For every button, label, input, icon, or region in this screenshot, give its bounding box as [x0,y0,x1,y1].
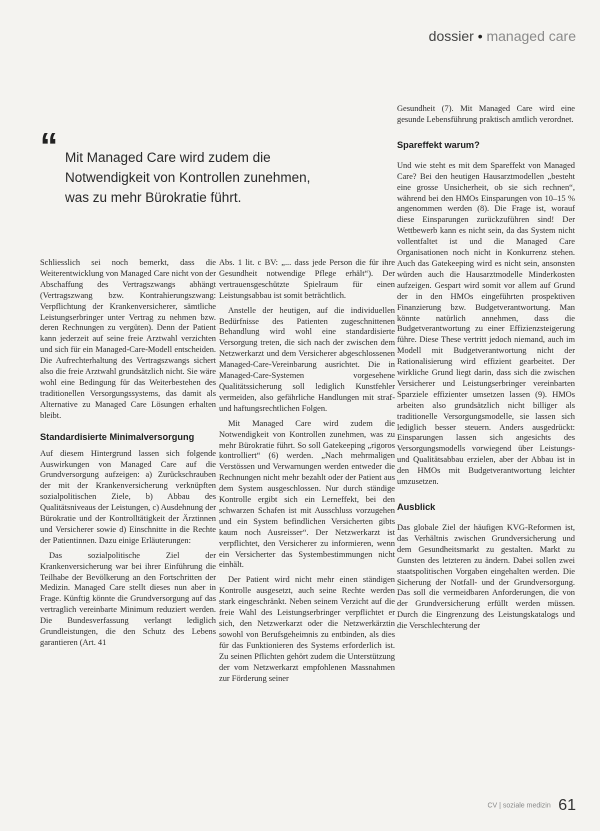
paragraph: Das globale Ziel der häufigen KVG-Reformen ist, das Verhältnis zwischen Grundversicherung und dem Gesundheitsmarkt zu gestalten. Markt zu Gunsten des letzteren zu ändern. Dabei sollen zwei staatspolitischen Vorgaben eingehalten werden. Die Sicherung der Notfall- und der Grundversorgung. Das soll die vermeidbaren Anforderungen, die von der Grundversicherung erfüllt werden müssen. Durch die Eingrenzung des Leistungskatalogs und die Verschlechterung der [397,523,575,631]
pull-quote [40,125,340,205]
paragraph: Der Patient wird nicht mehr einen ständigen Kontrolle ausgesetzt, auch seine Rechte werden stark eingeschränkt. Neben seinem Verzicht auf die freie Wahl des Leistungserbringer verpflichtet er sich, den Netzwerkarzt oder die Netzwerkärztin sowohl von Berufsgeheimnis zu entbinden, als dies für das Funktionieren des Systems erforderlich ist. Zu seinen Pflichten gehört zudem die Unterstützung der vom Netzwerkarzt empfohlenen Massnahmen zur Förderung seiner [219,575,395,683]
paragraph: Auf diesem Hintergrund lassen sich folgende Auswirkungen von Managed Care auf die Grundversorgung aufzeigen: a) Zurückschrauben der mit der Krankenversicherung verknüpften sozialpolitischen Ziele, b) Abbau des Qualitätsniveaus der Leistungen, c) Ausdehnung der Bürokratie und der Kontrolltätigkeit der Ärztinnen und Versicherer sowie d) Einschnitte in die Rechte der Patientinnen. Dazu einige Erläuterungen: [40,448,216,545]
paragraph: Schliesslich sei noch bemerkt, dass die Weiterentwicklung von Managed Care nicht von der Abschaffung des Vertragszwangs abhängt (Vertragszwang bzw. Kontrahierungszwang: Verpflichtung der Krankenversicherer, sämtliche Leistungserbringer unter Vertrag zu nehmen bzw. deren Rechnungen zu vergüten). Denn der Patient kann jederzeit auf seine freie Arztwahl verzichten und sich für ein Managed-Care-Modell entscheiden. Die Aufrechterhaltung des Vertragszwangs sichert also die freie Arztwahl grundsätzlich nicht. Sie wäre wohl eine Bedingung für das Weiterbestehen des traditionellen Versorgungssystems, das damit als Alternative zu Managed Care Lösungen erhalten bleibt. [40,258,216,420]
running-header [429,28,576,44]
paragraph: Mit Managed Care wird zudem die Notwendigkeit von Kontrollen zunehmen, was zu mehr Bürokratie führt. So soll Gatekeeping „rigoros kontrolliert“ (6) werden. „Nach mehrmaligen Verstössen und Verwarnungen werden entweder die Rechnungen nicht mehr bezahlt oder der Patient aus dem System ausgeschlossen. Nur durch ständige Kontrolle ergibt sich ein Lerneffekt, bei den schwarzen Schafen ist mit Ausschluss vorzugehen und ein System befindlichen Versicherten gibts kaum noch Ausreisser“. Der Netzwerkarzt ist verpflichtet, den Versicherer zu informieren, wenn ein Versicherter das Systembestimmungen nicht einhält. [219,418,395,570]
header-separator: • [477,28,483,44]
page-footer [487,797,576,815]
paragraph: Gesundheit (7). Mit Managed Care wird eine gesunde Lebensführung praktisch amtlich verordnet. [397,104,575,124]
column-2 [219,258,395,688]
pull-quote-text: Mit Managed Care wird zudem die Notwendigkeit von Kontrollen zunehmen, was zu mehr Bürokratie führt. [65,150,311,205]
quote-mark-icon: “ [40,125,56,166]
column-3 [397,104,575,636]
paragraph: Anstelle der heutigen, auf die individuellen Bedürfnisse des Patienten zugeschnittenen Behandlung wird wohl eine standardisierte Versorgung treten, die sich nach der zwischen dem Netzwerkarzt und dem Versicherer abgeschlossenen Managed-Care-Vereinbarung ausrichtet. Die in Managed-Care-Systemen vorgesehene Qualitätssicherung soll lediglich Kunstfehler vermeiden, also gefährliche Handlungen mit straf- und haftungsrechtlichen Folgen. [219,305,395,413]
section-heading-spareffekt: Spareffekt warum? [397,139,480,150]
paragraph: Abs. 1 lit. c BV: „... dass jede Person die für ihre Gesundheit notwendige Pflege erhält“). Der vertrauensgeschützte Spielraum für einen Leistungsabbau ist somit beträchtlich. [219,258,395,300]
header-section: dossier [428,28,474,44]
page-number: 61 [558,796,576,814]
section-heading-ausblick: Ausblick [397,502,436,512]
paragraph: Und wie steht es mit dem Spareffekt von Managed Care? Bei den heutigen Hausarztmodellen „besteht eine grosse Unsicherheit, ob sie sich rechnen“, während bei den HMOs Einsparungen von 10–15 % angenommen werden (8). Die Frage ist, worauf diese Einsparungen zurückzuführen sind! Der Wettbewerb kann es nicht sein, da das System nicht vollentfaltet ist und die Managed Care Organisationen noch nicht in Konkurrenz stehen. Auch das Gatekeeping wird es nicht sein, ansonsten würden auch die Hausarztmodelle Minderkosten aufzeigen. Gespart wird somit vor allem auf Grund der in den HMOs eingeführten prospektiven Finanzierung bzw. Budgetverantwortung. Man könnte natürlich annehmen, dass die Budgetverantwortung zu einer Effizienzsteigerung führe. Diese These vertritt jedoch niemand, auch im Modell mit Budgetverantwortung nicht der Rationalisierung wird effizient gearbeitet. Der wirkliche Grund liegt darin, dass sich die zwischen Versicherer und Leistungserbringer vereinbarten Sparziele effizienter umsetzen lassen (9). HMOs arbeiten also grundsätzlich nicht billiger als traditionelle Versorgungsmodelle, sie lassen sich lediglich besser steuern. Anders ausgedrückt: Einsparungen lassen sich angesichts des Versorgungsmodells vorwiegend über Leistungs- und Qualitätsabbau erzielen, aber der Abbau ist in den HMOs mit Budgetverantwortung leichter umzusetzen. [397,160,575,487]
footer-source: CV | soziale medizin [487,802,551,810]
column-1 [40,258,216,653]
paragraph: Das sozialpolitische Ziel der Krankenversicherung war bei ihrer Einführung die Teilhabe der Bevölkerung an den Fortschritten der Medizin. Managed Care stellt dieses nun aber in Frage. Künftig könnte die Grundversorgung auf das vertraglich vereinbarte Minimum reduziert werden. Die Bundesverfassung verlangt lediglich Grundleistungen, die den Schutz des Lebens garantieren (Art. 41 [40,550,216,647]
section-heading-minimalversorgung: Standardisierte Minimalversorgung [40,431,195,442]
header-topic: managed care [486,28,576,44]
